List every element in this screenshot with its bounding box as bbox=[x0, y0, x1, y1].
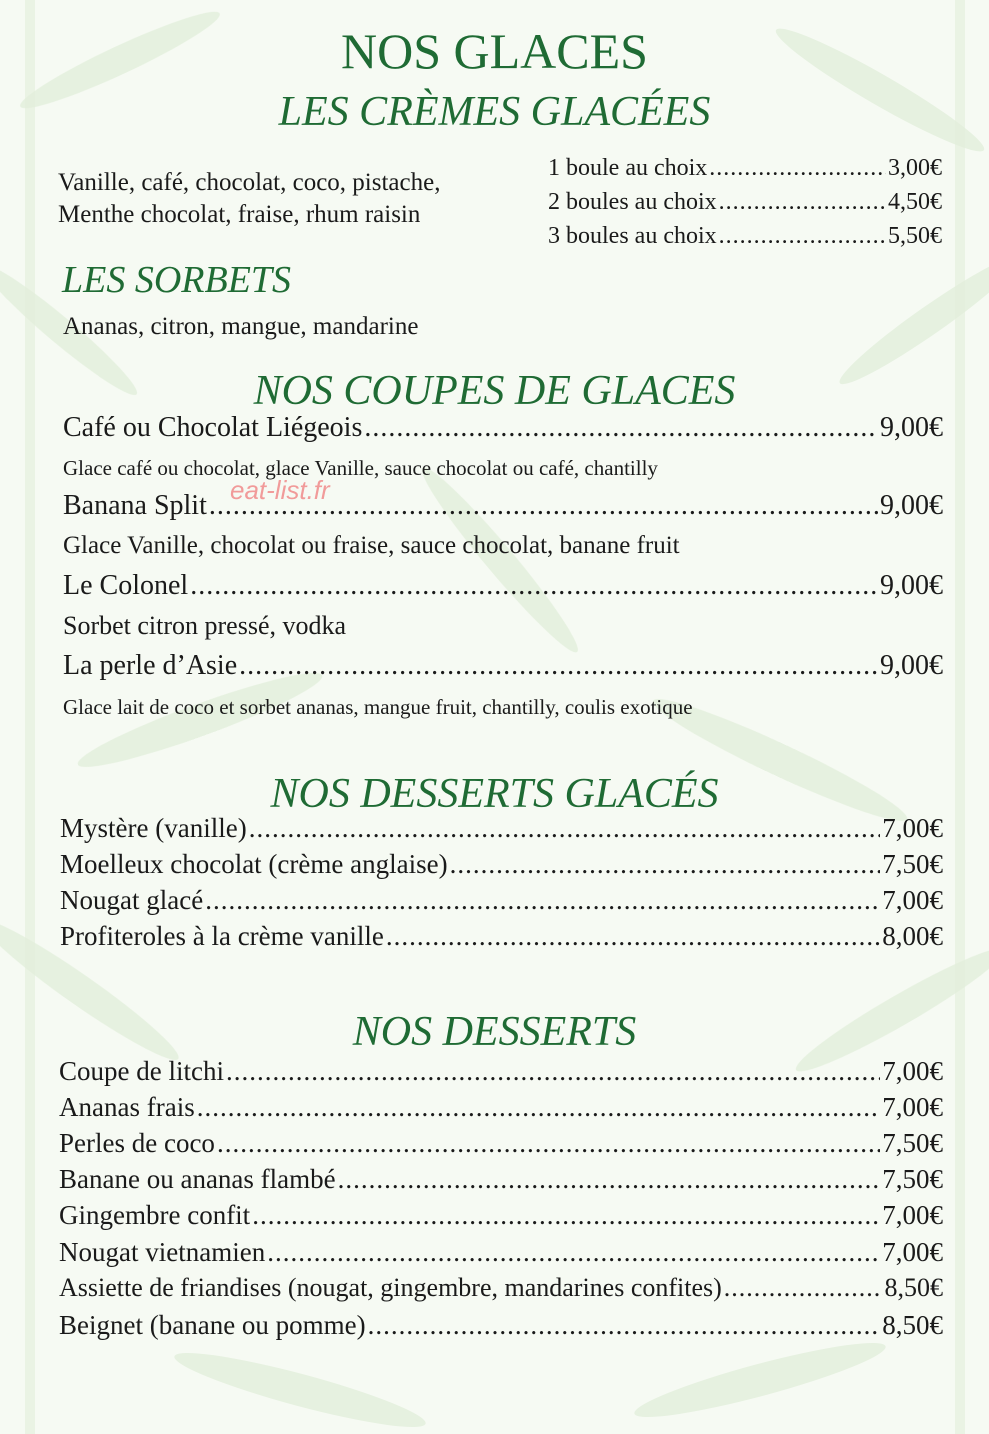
cremes-flavors-line1: Vanille, café, chocolat, coco, pistache, bbox=[58, 169, 441, 196]
item-name: Coupe de litchi bbox=[59, 1056, 224, 1086]
dot-leader bbox=[364, 412, 878, 444]
price-value: 3,00€ bbox=[888, 155, 942, 181]
item-name: Perles de coco bbox=[59, 1128, 215, 1158]
menu-item-row bbox=[59, 1237, 943, 1268]
item-name: Profiteroles à la crème vanille bbox=[60, 921, 384, 951]
watermark: eat-list.fr bbox=[230, 475, 330, 505]
item-price: 9,00€ bbox=[880, 650, 943, 681]
item-price: 7,50€ bbox=[882, 849, 943, 879]
item-price: 7,00€ bbox=[882, 1056, 943, 1086]
dot-leader bbox=[205, 885, 880, 916]
sorbets-heading: LES SORBETS bbox=[62, 259, 292, 301]
menu-item-row bbox=[63, 412, 943, 444]
item-name: Assiette de friandises (nougat, gingembre, mandarines confites) bbox=[59, 1273, 722, 1302]
menu-item-row bbox=[60, 921, 943, 952]
item-name: Ananas frais bbox=[59, 1092, 195, 1122]
dot-leader bbox=[217, 1128, 880, 1159]
dot-leader bbox=[249, 813, 881, 844]
price-row bbox=[548, 223, 942, 250]
price-value: 5,50€ bbox=[888, 223, 942, 249]
item-name: Banane ou ananas flambé bbox=[59, 1164, 336, 1194]
menu-item-row bbox=[59, 1092, 943, 1123]
item-name: La perle d’Asie bbox=[63, 650, 238, 681]
item-price: 9,00€ bbox=[880, 490, 943, 521]
coupes-heading: NOS COUPES DE GLACES bbox=[253, 368, 736, 414]
dot-leader bbox=[190, 570, 878, 602]
dot-leader bbox=[724, 1273, 883, 1303]
menu-item-row bbox=[59, 1128, 943, 1159]
item-price: 8,50€ bbox=[882, 1310, 943, 1340]
item-price: 7,00€ bbox=[882, 1237, 943, 1267]
item-description: Glace lait de coco et sorbet ananas, mangue fruit, chantilly, coulis exotique bbox=[63, 695, 693, 719]
menu-item-row bbox=[60, 813, 943, 844]
cremes-flavors-line2: Menthe chocolat, fraise, rhum raisin bbox=[58, 201, 421, 228]
menu-item-row bbox=[59, 1310, 943, 1341]
price-label: 3 boules au choix bbox=[548, 223, 717, 249]
menu-item-row bbox=[63, 570, 943, 602]
price-value: 4,50€ bbox=[888, 189, 942, 215]
dot-leader bbox=[450, 849, 881, 880]
item-name: Nougat vietnamien bbox=[59, 1237, 266, 1267]
menu-item-row bbox=[63, 650, 943, 682]
dot-leader bbox=[252, 1200, 880, 1231]
desserts-heading: NOS DESSERTS bbox=[352, 1009, 637, 1055]
item-name: Beignet (banane ou pomme) bbox=[59, 1310, 366, 1340]
menu-item-row bbox=[63, 490, 943, 522]
item-description: Glace Vanille, chocolat ou fraise, sauce chocolat, banane fruit bbox=[63, 532, 680, 559]
menu-item-row bbox=[60, 885, 943, 916]
dot-leader bbox=[267, 1237, 880, 1268]
item-name: Mystère (vanille) bbox=[60, 813, 247, 843]
item-price: 7,50€ bbox=[882, 1128, 943, 1158]
item-price: 7,00€ bbox=[882, 1092, 943, 1122]
item-name: Café ou Chocolat Liégeois bbox=[63, 412, 363, 443]
dot-leader bbox=[226, 1056, 880, 1087]
dot-leader bbox=[239, 650, 878, 682]
price-label: 1 boule au choix bbox=[548, 155, 708, 181]
item-price: 9,00€ bbox=[880, 570, 943, 601]
item-price: 7,00€ bbox=[882, 885, 943, 915]
menu-item-row bbox=[59, 1273, 943, 1303]
cremes-heading: LES CRÈMES GLACÉES bbox=[278, 89, 711, 135]
dot-leader bbox=[719, 189, 886, 216]
dot-leader bbox=[719, 223, 886, 250]
dot-leader bbox=[368, 1310, 881, 1341]
item-name: Moelleux chocolat (crème anglaise) bbox=[60, 849, 448, 879]
desserts-glaces-heading: NOS DESSERTS GLACÉS bbox=[270, 771, 719, 817]
item-name: Nougat glacé bbox=[60, 885, 204, 915]
item-description: Glace café ou chocolat, glace Vanille, sauce chocolat ou café, chantilly bbox=[63, 456, 658, 480]
item-price: 9,00€ bbox=[880, 412, 943, 443]
price-label: 2 boules au choix bbox=[548, 189, 717, 215]
dot-leader bbox=[386, 921, 880, 952]
item-price: 8,00€ bbox=[882, 921, 943, 951]
item-price: 7,00€ bbox=[882, 813, 943, 843]
menu-item-row bbox=[60, 849, 943, 880]
page-title: NOS GLACES bbox=[341, 23, 648, 79]
item-description: Sorbet citron pressé, vodka bbox=[63, 611, 347, 640]
item-price: 8,50€ bbox=[884, 1273, 943, 1302]
dot-leader bbox=[709, 155, 886, 182]
menu-item-row bbox=[59, 1056, 943, 1087]
item-price: 7,00€ bbox=[882, 1200, 943, 1230]
price-row bbox=[548, 155, 942, 182]
menu-item-row bbox=[59, 1164, 943, 1195]
item-name: Banana Split bbox=[63, 490, 207, 521]
dot-leader bbox=[338, 1164, 881, 1195]
dot-leader bbox=[197, 1092, 881, 1123]
item-name: Le Colonel bbox=[63, 570, 189, 601]
item-price: 7,50€ bbox=[882, 1164, 943, 1194]
menu-item-row bbox=[59, 1200, 943, 1231]
price-row bbox=[548, 189, 942, 216]
sorbets-flavors: Ananas, citron, mangue, mandarine bbox=[63, 313, 419, 340]
item-name: Gingembre confit bbox=[59, 1200, 251, 1230]
